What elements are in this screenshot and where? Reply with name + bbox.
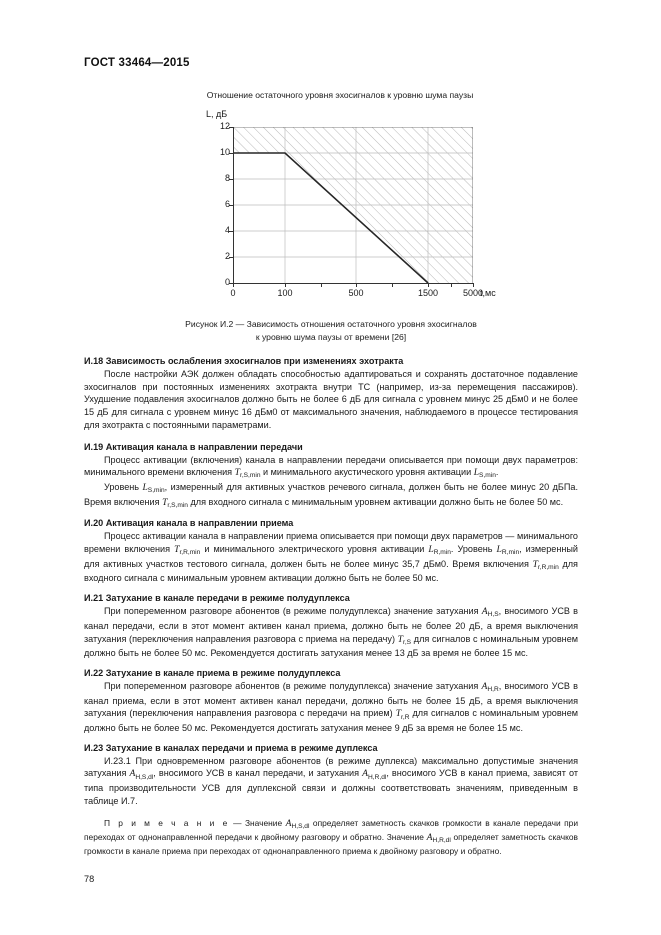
note-label: П р и м е ч а н и е	[104, 817, 230, 828]
text-run: . Уровень	[450, 544, 497, 555]
section-heading-i21: И.21 Затухание в канале передачи в режиме полудуплекса	[84, 593, 350, 604]
var-symbol: A	[481, 680, 488, 692]
paragraph-i19-2	[84, 481, 578, 510]
var-symbol: L	[428, 544, 434, 556]
figure-caption-line2: к уровню шума паузы от времени [26]	[255, 331, 407, 342]
text-run: для сигналов с номинальным уровнем должно быть не более 50 мс. Рекомендуется достигать затухания менее 9 дБ за время не более 15 мс.	[84, 708, 579, 734]
math-var-a-h-r-dl	[427, 832, 451, 843]
var-subscript: S,min	[479, 472, 496, 480]
var-subscript: S,min	[147, 487, 165, 495]
chart-container	[84, 109, 578, 324]
math-var-t-r-r-min	[174, 544, 200, 555]
text-run: , вносимого УСВ в канал передачи, и затухания	[153, 768, 363, 779]
text-run: определяет заметность скачков громкости в канале приема при переходах от однонаправленного приема к двойному разговору и обратно.	[84, 831, 579, 856]
figure-title: Отношение остаточного уровня эхосигналов к уровню шума паузы	[206, 90, 474, 100]
math-var-a-h-s-dl	[129, 768, 153, 779]
x-tick-mark	[451, 283, 452, 287]
text-run: При попеременном разговоре абонентов (в режиме полудуплекса) значение затухания	[104, 606, 482, 617]
y-tick-label: 6	[224, 199, 230, 209]
running-head: ГОСТ 33464—2015	[84, 57, 190, 69]
paragraph-i20	[84, 530, 578, 585]
section-heading-i23: И.23 Затухание в каналах передачи и приема в режиме дуплекса	[84, 742, 378, 753]
math-var-l-r-min	[428, 544, 451, 555]
section-heading-i20: И.20 Активация канала в направлении приема	[84, 518, 294, 529]
var-subscript: H,R,dl	[368, 773, 387, 781]
text-run: и минимального акустического уровня активации	[260, 467, 474, 478]
var-symbol: A	[129, 768, 136, 780]
math-var-t-r-r-min	[533, 559, 559, 570]
x-axis-line	[233, 283, 474, 284]
math-var-t-r-r	[396, 708, 410, 719]
var-subscript: H,S	[487, 611, 499, 619]
x-tick-mark	[428, 283, 429, 287]
note-block	[84, 817, 578, 858]
section-heading-i19: И.19 Активация канала в направлении передачи	[84, 441, 303, 452]
y-tick-label: 2	[224, 251, 230, 261]
var-subscript: H,S,dl	[291, 822, 310, 830]
math-var-t-r-s-min	[162, 497, 188, 508]
var-symbol: T	[162, 496, 168, 508]
var-subscript: H,R	[487, 686, 499, 694]
text-run: для сигналов с номинальным уровнем должно быть не более 50 мс. Рекомендуется достигать затухания менее 13 дБ за время не более 15 мс.	[84, 633, 578, 659]
text-run: , измеренный для активных участков речевого сигнала, должен быть не более минус 20 дБПа. Время включения	[84, 481, 578, 507]
plot-shell	[219, 121, 496, 298]
text-run: И.23.1 При одновременном разговоре абонентов (в режиме дуплекса) максимально допустимые значения затухания	[84, 755, 578, 779]
body-text	[84, 355, 578, 857]
y-tick-label: 12	[219, 121, 230, 131]
text-run: для входного сигнала с минимальным уровнем активации должно быть не более 50 мс.	[84, 558, 578, 584]
text-run: Процесс активации (включения) канала в направлении передачи описывается при помощи двух параметров: минимального времени включения	[84, 454, 578, 478]
math-var-a-h-s-dl	[286, 818, 310, 829]
var-symbol: L	[142, 481, 148, 493]
var-subscript: r,S,min	[167, 501, 188, 509]
math-var-t-r-s-min	[235, 467, 261, 478]
text-run: — Значение	[229, 817, 286, 828]
math-var-t-r-s	[398, 634, 411, 645]
text-run: , вносимого УСВ в канал приема, зависят от типа производительности УСВ для дуплексной связи и должны соответствовать значениям, приведенным в таблице И.7.	[84, 768, 578, 806]
text-run: и минимального электрического уровня активации	[200, 544, 429, 555]
var-symbol: A	[481, 606, 488, 618]
text-run: , вносимого УСВ в канал приема, если в этот момент активен канал передачи, должно быть не более 15 дБ, а время выключения затухания (переключения направления разговора с передачи на прием)	[84, 680, 578, 719]
y-tick-label: 0	[224, 277, 230, 287]
x-tick-label: 1500	[417, 288, 439, 298]
paragraph-i19-1	[84, 454, 578, 481]
paragraph-i21	[84, 605, 578, 660]
x-tick-mark	[285, 283, 286, 287]
var-subscript: r,R,min	[537, 563, 559, 571]
var-symbol: A	[285, 817, 292, 829]
paragraph-i22	[84, 680, 578, 735]
var-symbol: L	[473, 467, 480, 479]
var-symbol: T	[234, 467, 240, 479]
var-symbol: T	[174, 544, 180, 556]
y-tick-label: 4	[224, 225, 230, 235]
math-var-a-h-s	[482, 606, 499, 617]
var-symbol: A	[362, 768, 368, 780]
figure-caption-line1: Рисунок И.2 — Зависимость отношения остаточного уровня эхосигналов	[185, 319, 477, 329]
var-symbol: T	[532, 558, 538, 570]
x-tick-mark	[356, 283, 357, 287]
var-symbol: A	[426, 831, 433, 843]
math-var-l-s-min	[474, 467, 496, 478]
x-tick-label: 100	[277, 288, 293, 298]
section-heading-i18: И.18 Зависимость ослабления эхосигналов при изменениях эхотракта	[84, 356, 404, 366]
var-subscript: R,min	[501, 549, 520, 557]
var-symbol: T	[395, 708, 402, 720]
text-run: , измеренный для активных участков тестового сигнала, должен быть не более минус 35,7 дБм0. Время включения	[84, 544, 579, 569]
var-subscript: r,R,min	[179, 549, 201, 557]
var-subscript: r,S	[403, 638, 412, 646]
var-symbol: L	[496, 544, 502, 556]
x-tick-label: 0	[230, 288, 236, 298]
y-tick-label: 10	[219, 147, 230, 157]
text-run: Уровень	[104, 481, 143, 492]
var-subscript: H,S,dl	[135, 773, 154, 781]
x-axis-unit-label: t,мс	[480, 288, 496, 298]
math-var-a-h-r-dl	[362, 768, 386, 779]
x-tick-mark	[233, 283, 234, 287]
var-symbol: T	[397, 633, 404, 645]
paragraph-i23-1	[84, 755, 578, 808]
section-heading-i22: И.22 Затухание в канале приема в режиме полудуплекса	[84, 667, 341, 678]
x-tick-label: 5000	[462, 288, 484, 298]
y-axis-label: L, дБ	[206, 109, 228, 119]
math-var-a-h-r	[481, 681, 498, 692]
text-run: При попеременном разговоре абонентов (в режиме полудуплекса) значение затухания	[104, 680, 482, 691]
figure-i2	[84, 90, 578, 324]
x-tick-mark	[321, 283, 322, 287]
y-axis-line	[233, 127, 234, 284]
math-var-l-s-min	[142, 482, 164, 493]
var-subscript: r,R	[401, 713, 410, 721]
y-tick-label: 8	[224, 173, 230, 183]
var-subscript: R,min	[433, 549, 451, 557]
paragraph-i18: После настройки АЭК должен обладать способностью адаптироваться и сохранять достаточное подавление эхосигналов при постоянных изменениях эхотракта внутри ТС (например, из-за перемещения пассажиров). Ухудшение подавления эхосигналов должно быть не более 6 дБ для сигнала с уровнем минус 25 дБм0 и не более 15 дБ для сигнала с уровнем минус 16 дБм0 от максимального значения, наблюдаемого в процессе тестирования для эхотракта с постоянными параметрами.	[84, 369, 578, 430]
text-run: Процесс активации канала в направлении приема описывается при помощи двух параметров — минимального времени включения	[84, 531, 578, 555]
x-tick-mark	[392, 283, 393, 287]
figure-caption	[84, 318, 578, 343]
text-run: для входного сигнала с минимальным уровнем активации должно быть не более 50 мс.	[187, 496, 564, 507]
x-tick-mark	[473, 283, 474, 287]
plot-canvas	[233, 127, 473, 283]
text-run: , вносимого УСВ в канал передачи, если в этот момент активен канал приема, должно быть не более 20 дБ, а время выключения затухания (переключения направления разговора с приема на передачу)	[84, 606, 578, 644]
text-run: определяет заметность скачков громкости в канале передачи при переходах от однонаправленной передачи к двойному разговору и обратно. Значение	[84, 817, 578, 842]
text-run: .	[495, 467, 499, 478]
var-subscript: H,R,dl	[432, 836, 451, 844]
math-var-l-r-min	[497, 544, 520, 555]
page-number: 78	[84, 874, 95, 884]
x-tick-label: 500	[348, 288, 364, 298]
var-subscript: r,S,min	[239, 472, 261, 480]
